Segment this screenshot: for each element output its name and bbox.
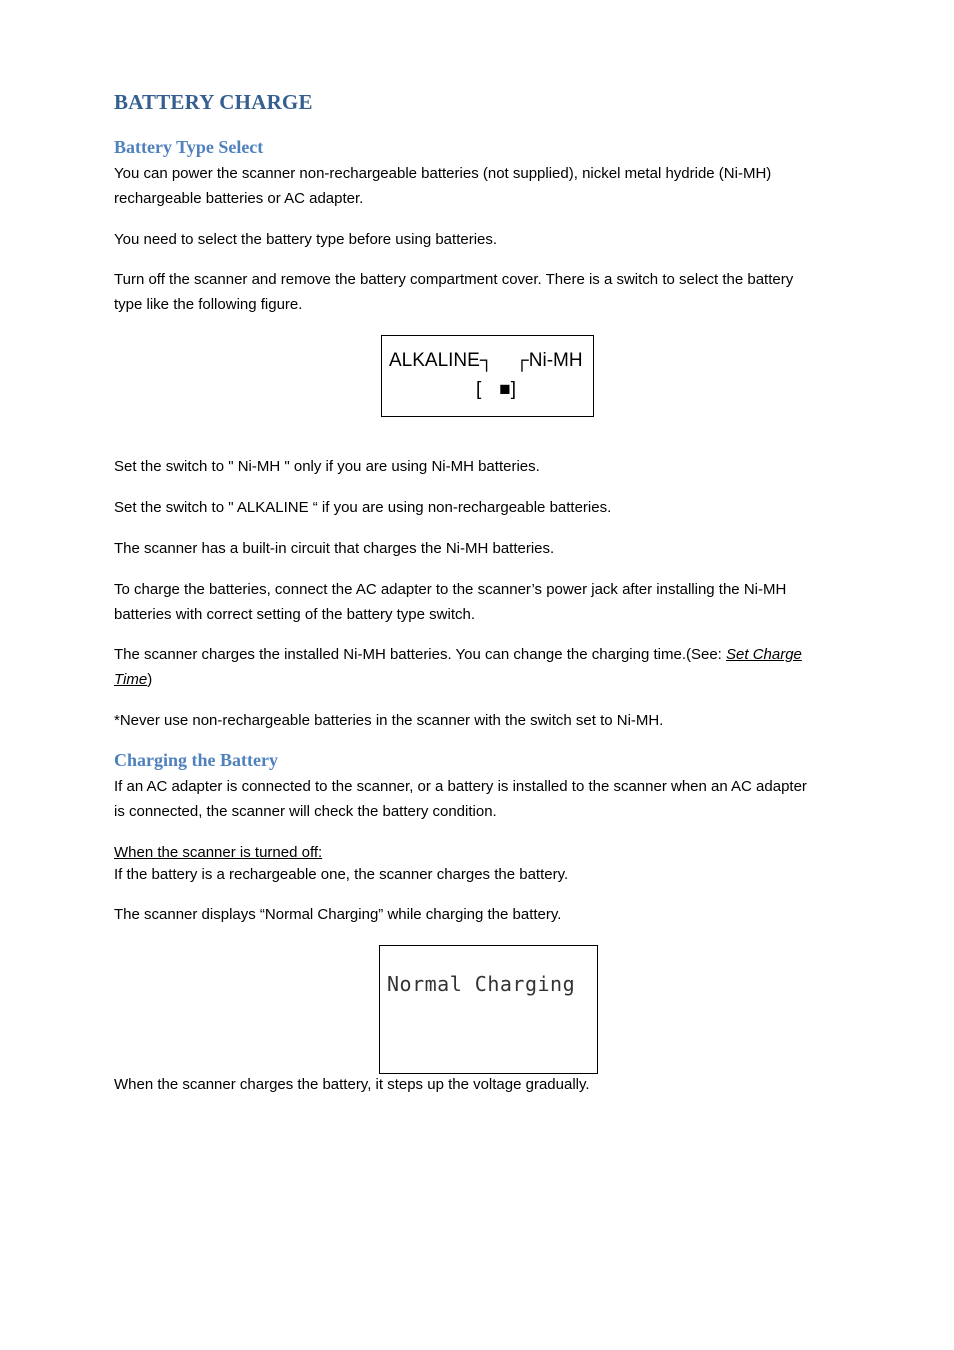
set-charge-time-link[interactable]: Set Charge <box>726 646 802 663</box>
switch-bracket: [ <box>476 379 482 400</box>
page-title: BATTERY CHARGE <box>114 90 313 114</box>
paragraph-nimh-setting: Set the switch to " Ni-MH " only if you are using Ni-MH batteries. <box>114 458 540 475</box>
paragraph-power-options: You can power the scanner non-rechargeable batteries (not supplied), nickel metal hydride (Ni-MH) rechargeable batteries or AC adapter. <box>114 165 772 207</box>
subheading-scanner-off: When the scanner is turned off: <box>114 844 323 861</box>
paragraph-check-condition: If an AC adapter is connected to the scanner, or a battery is installed to the scanner when an AC adapter is connected, the scanner will check the battery condition. <box>114 778 807 820</box>
lcd-display-figure <box>379 945 598 1074</box>
heading-battery-type-select: Battery Type Select <box>114 137 264 157</box>
paragraph-charge-time: The scanner charges the installed Ni-MH batteries. You can change the charging time.(See: Set Charge Time) <box>114 646 802 688</box>
battery-switch-figure <box>381 335 594 417</box>
set-charge-time-link-cont[interactable]: Time <box>114 671 148 688</box>
paragraph-displays-normal-charging: The scanner displays “Normal Charging” while charging the battery. <box>114 906 562 923</box>
paragraph-connect-adapter: To charge the batteries, connect the AC adapter to the scanner’s power jack after installing the Ni-MH batteries with correct setting of the battery type switch. <box>114 581 787 623</box>
paragraph-steps-up-voltage: When the scanner charges the battery, it steps up the voltage gradually. <box>114 1076 590 1093</box>
paragraph-warning: *Never use non-rechargeable batteries in the scanner with the switch set to Ni-MH. <box>114 712 664 729</box>
paragraph-alkaline-setting: Set the switch to " ALKALINE “ if you are using non-rechargeable batteries. <box>114 499 612 516</box>
switch-knob-icon: ■] <box>499 379 517 400</box>
paragraph-remove-cover: Turn off the scanner and remove the battery compartment cover. There is a switch to select the battery type like the following figure. <box>114 271 794 313</box>
paragraph-rechargeable: If the battery is a rechargeable one, the scanner charges the battery. <box>114 866 569 883</box>
paragraph-select-type: You need to select the battery type before using batteries. <box>114 231 498 248</box>
nimh-label: ┌Ni-MH <box>515 350 583 371</box>
lcd-text: Normal Charging <box>387 972 576 996</box>
heading-charging-the-battery: Charging the Battery <box>114 750 278 770</box>
alkaline-label: ALKALINE┐ <box>389 350 494 371</box>
paragraph-builtin-circuit: The scanner has a built-in circuit that charges the Ni-MH batteries. <box>114 540 555 557</box>
